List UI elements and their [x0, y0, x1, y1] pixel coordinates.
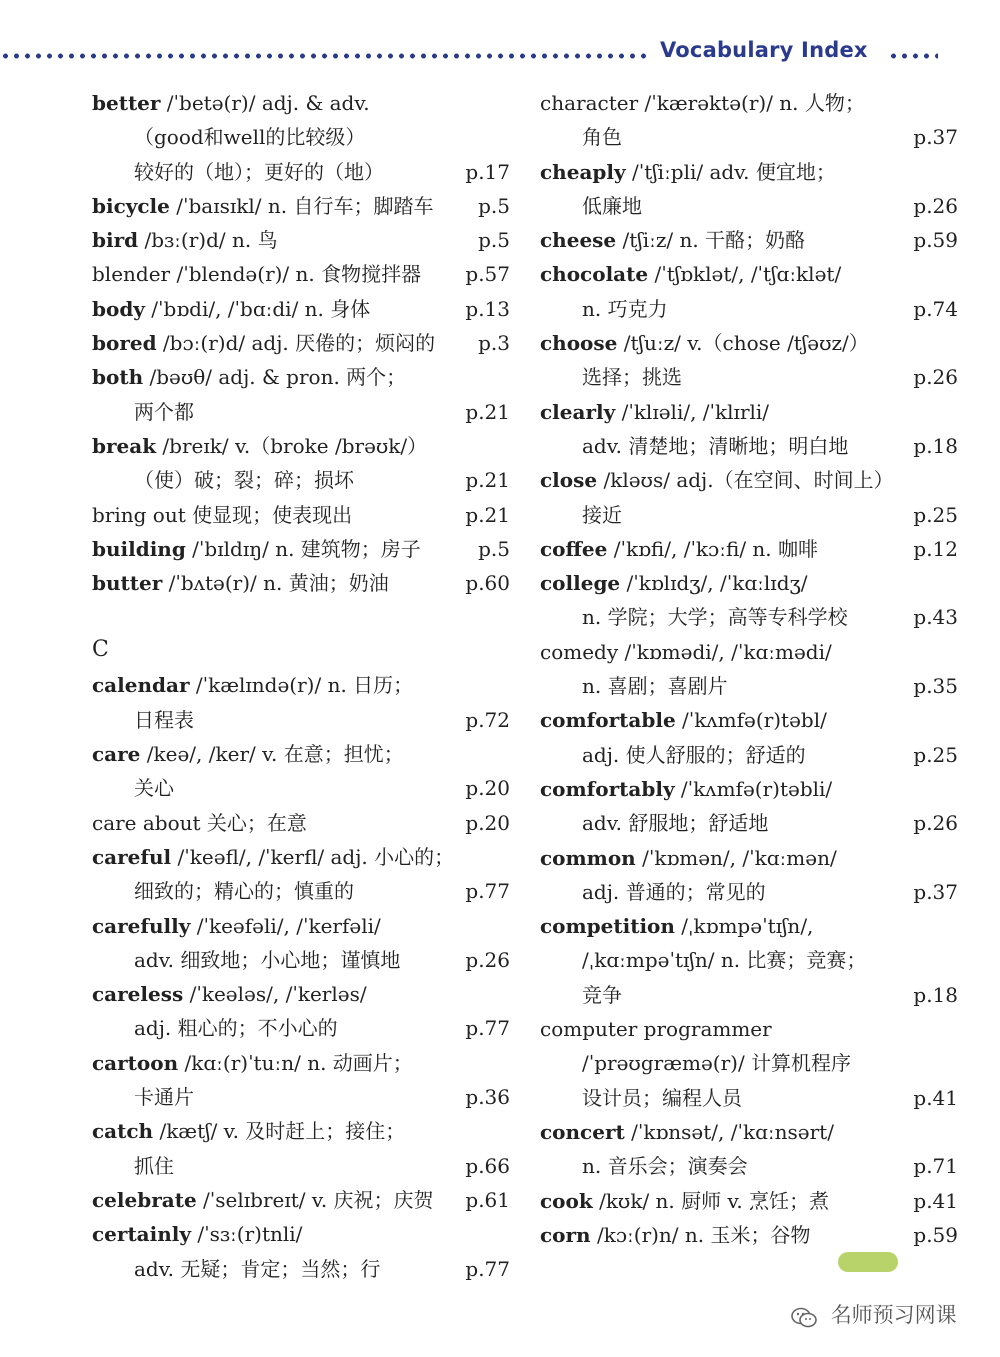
- page-reference: p.18: [913, 433, 958, 458]
- headword: break: [92, 433, 157, 458]
- page-reference: p.61: [465, 1187, 510, 1212]
- entry-text: /ˈtʃɒklət/, /ˈtʃɑːklət/: [648, 262, 842, 287]
- page-reference: p.77: [465, 879, 510, 904]
- page-reference: p.26: [913, 193, 958, 218]
- vocab-entry: [92, 566, 510, 600]
- entry-line: [92, 257, 510, 291]
- entry-continuation: [540, 738, 958, 772]
- page-reference: p.77: [465, 1016, 510, 1041]
- entry-text: /kɑː(r)ˈtuːn/ n. 动画片；: [178, 1050, 413, 1075]
- entry-text: 日程表: [134, 707, 194, 732]
- entry-line: [540, 841, 958, 875]
- entry-line: [92, 1114, 510, 1148]
- entry-line: [540, 86, 958, 120]
- entry-line: [92, 292, 510, 326]
- headword: bored: [92, 331, 157, 356]
- vocab-entry: [92, 223, 510, 257]
- entry-text: n. 喜剧；喜剧片: [582, 674, 728, 699]
- vocab-entry: [540, 86, 958, 155]
- page-reference: p.20: [465, 810, 510, 835]
- entry-text: adv. 清楚地；清晰地；明白地: [582, 433, 849, 458]
- page-reference: p.26: [913, 365, 958, 390]
- headword: college: [540, 571, 621, 596]
- headword: care: [92, 742, 141, 767]
- vocab-entry: [540, 395, 958, 464]
- headword: calendar: [92, 673, 190, 698]
- entry-continuation: [540, 978, 958, 1012]
- entry-line: [92, 1183, 510, 1217]
- entry-continuation: [540, 292, 958, 326]
- entry-line: [92, 223, 510, 257]
- headword: close: [540, 468, 598, 493]
- page-reference: p.21: [465, 468, 510, 493]
- vocab-entry: [92, 806, 510, 840]
- entry-line: [92, 1217, 510, 1251]
- entry-continuation: [92, 120, 510, 154]
- page-reference: p.26: [913, 811, 958, 836]
- entry-text: （good和well的比较级）: [134, 125, 366, 150]
- entry-text: /kætʃ/ v. 及时赶上；接住；: [153, 1119, 406, 1144]
- dotted-rule-right: [888, 52, 938, 60]
- page-reference: p.18: [913, 982, 958, 1007]
- vocab-entry: [540, 463, 958, 532]
- entry-text: /ˈkeələs/, /ˈkerləs/: [183, 982, 367, 1007]
- entry-text: /ˌkɒmpəˈtɪʃn/,: [674, 914, 814, 939]
- entry-line: [540, 155, 958, 189]
- entry-text: /bɔː(r)d/ adj. 厌倦的；烦闷的: [156, 331, 436, 356]
- entry-line: [540, 1012, 958, 1046]
- entry-text: 竞争: [582, 982, 622, 1007]
- page-reference: p.5: [478, 228, 510, 253]
- entry-line: [540, 703, 958, 737]
- entry-line: [540, 223, 958, 257]
- watermark: [790, 1294, 990, 1334]
- headword: chocolate: [540, 262, 649, 287]
- entry-text: 角色: [582, 125, 622, 150]
- entry-text: 选择；挑选: [582, 365, 682, 390]
- entry-text: /ˈklɪəli/, /ˈklɪrli/: [615, 399, 770, 424]
- vocab-entry: [92, 257, 510, 291]
- entry-text: /ˈkɒmən/, /ˈkɑːmən/: [635, 845, 837, 870]
- page-reference: p.26: [465, 947, 510, 972]
- entry-text: n. 巧克力: [582, 296, 668, 321]
- headword: catch: [92, 1119, 154, 1144]
- page-reference: p.5: [478, 536, 510, 561]
- entry-text: /ˈkɒlɪdʒ/, /ˈkɑːlɪdʒ/: [620, 571, 808, 596]
- entry-line: [92, 532, 510, 566]
- page-reference: p.43: [913, 605, 958, 630]
- entry-continuation: [540, 498, 958, 532]
- entry-line: [92, 737, 510, 771]
- entry-continuation: [540, 429, 958, 463]
- vocab-entry: [92, 86, 510, 189]
- entry-text: /bɜː(r)d/ n. 鸟: [138, 228, 278, 253]
- wechat-icon: [790, 1303, 818, 1327]
- entry-continuation: [92, 463, 510, 497]
- vocab-entry: [92, 326, 510, 360]
- entry-continuation: [92, 943, 510, 977]
- headword: body: [92, 296, 145, 321]
- page-reference: p.57: [465, 262, 510, 287]
- page-reference: p.3: [478, 331, 510, 356]
- entry-continuation: [540, 1046, 958, 1080]
- entry-line: [92, 86, 510, 120]
- entry-text: 两个都: [134, 399, 194, 424]
- entry-line: [540, 909, 958, 943]
- entry-text: 低廉地: [582, 193, 642, 218]
- headword: celebrate: [92, 1187, 197, 1212]
- page-reference: p.35: [913, 674, 958, 699]
- vocab-entry: [92, 532, 510, 566]
- entry-line: [92, 977, 510, 1011]
- headword: cook: [540, 1188, 593, 1213]
- entry-text: blender /ˈblendə(r)/ n. 食物搅拌器: [92, 262, 422, 287]
- vocab-entry: [92, 498, 510, 532]
- entry-continuation: [540, 875, 958, 909]
- page-reference: p.17: [465, 159, 510, 184]
- entry-text: 设计员；编程人员: [582, 1085, 742, 1110]
- entry-continuation: [92, 1252, 510, 1286]
- headword: cartoon: [92, 1050, 179, 1075]
- entry-line: [92, 566, 510, 600]
- page-reference: p.5: [478, 193, 510, 218]
- vocab-entry: [540, 155, 958, 224]
- entry-line: [540, 1115, 958, 1149]
- entry-text: 接近: [582, 502, 622, 527]
- entry-text: adv. 无疑；肯定；当然；行: [134, 1256, 381, 1281]
- entry-text: 较好的（地）；更好的（地）: [134, 159, 384, 184]
- headword: carefully: [92, 913, 191, 938]
- entry-line: [92, 189, 510, 223]
- entry-text: adj. 粗心的；不小心的: [134, 1016, 338, 1041]
- headword: cheese: [540, 228, 617, 253]
- entry-text: /ˈbʌtə(r)/ n. 黄油；奶油: [162, 571, 389, 596]
- entry-continuation: [92, 1149, 510, 1183]
- entry-line: [540, 772, 958, 806]
- entry-continuation: [92, 1011, 510, 1045]
- entry-text: /tʃiːz/ n. 干酪；奶酪: [616, 228, 806, 253]
- headword: comfortably: [540, 776, 675, 801]
- page-reference: p.41: [913, 1085, 958, 1110]
- vocab-entry: [92, 909, 510, 978]
- headword: concert: [540, 1119, 625, 1144]
- entry-text: /bəʊθ/ adj. & pron. 两个；: [143, 365, 407, 390]
- headword: bird: [92, 228, 139, 253]
- entry-continuation: [540, 120, 958, 154]
- vocab-entry: [540, 841, 958, 910]
- entry-text: adj. 使人舒服的；舒适的: [582, 742, 806, 767]
- entry-text: adv. 细致地；小心地；谨慎地: [134, 947, 401, 972]
- entry-line: [540, 635, 958, 669]
- page-reference: p.41: [913, 1188, 958, 1213]
- entry-continuation: [92, 771, 510, 805]
- entry-text: /ˈbaɪsɪkl/ n. 自行车；脚踏车: [169, 193, 434, 218]
- entry-line: [540, 257, 958, 291]
- vocab-entry: [92, 977, 510, 1046]
- entry-text: adj. 普通的；常见的: [582, 879, 766, 904]
- vocab-entry: [92, 1046, 510, 1115]
- entry-text: 细致的；精心的；慎重的: [134, 879, 354, 904]
- page-reference: p.25: [913, 502, 958, 527]
- entry-continuation: [92, 1080, 510, 1114]
- entry-text: /ˈkeəfl/, /ˈkerfl/ adj. 小心的；: [171, 844, 455, 869]
- entry-line: [540, 395, 958, 429]
- vocab-entry: [92, 429, 510, 498]
- entry-continuation: [540, 600, 958, 634]
- vocab-entry: [540, 257, 958, 326]
- headword: common: [540, 845, 636, 870]
- entry-continuation: [540, 1081, 958, 1115]
- vocab-entry: [92, 668, 510, 737]
- vocab-entry: [540, 772, 958, 841]
- vocab-entry: [540, 532, 958, 566]
- entry-line: [540, 1184, 958, 1218]
- vocab-entry: [540, 1218, 958, 1252]
- vocab-entry: [92, 1114, 510, 1183]
- entry-text: /kɔː(r)n/ n. 玉米；谷物: [590, 1222, 811, 1247]
- vocab-entry: [92, 1183, 510, 1217]
- page-reference: p.37: [913, 125, 958, 150]
- entry-text: 关心: [134, 776, 174, 801]
- headword: choose: [540, 331, 618, 356]
- entry-text: /ˈbɪldɪŋ/ n. 建筑物；房子: [185, 536, 421, 561]
- left-column: [92, 86, 510, 1286]
- right-column: [540, 86, 958, 1252]
- entry-line: [92, 360, 510, 394]
- page-reference: p.60: [465, 571, 510, 596]
- vocab-entry: [92, 292, 510, 326]
- entry-text: /breɪk/ v.（broke /brəʊk/）: [156, 433, 428, 458]
- section-letter: C: [92, 637, 109, 663]
- page-reference: p.37: [913, 879, 958, 904]
- headword: careful: [92, 844, 172, 869]
- headword: comfortable: [540, 708, 676, 733]
- entry-line: [540, 463, 958, 497]
- entry-text: /ˈtʃiːpli/ adv. 便宜地；: [625, 159, 836, 184]
- entry-line: [92, 326, 510, 360]
- vocab-entry: [540, 703, 958, 772]
- entry-text: /ˈbɒdi/, /ˈbɑːdi/ n. 身体: [144, 296, 371, 321]
- headword: better: [92, 91, 161, 115]
- headword: corn: [540, 1222, 591, 1247]
- entry-line: [92, 840, 510, 874]
- entry-continuation: [92, 155, 510, 189]
- entry-text: character /ˈkærəktə(r)/ n. 人物；: [540, 91, 865, 115]
- entry-text: /ˌkɑːmpəˈtɪʃn/ n. 比赛；竞赛；: [582, 948, 867, 973]
- page-reference: p.21: [465, 399, 510, 424]
- entry-line: [92, 806, 510, 840]
- entry-continuation: [92, 703, 510, 737]
- vocab-entry: [540, 223, 958, 257]
- entry-text: /ˈkʌmfə(r)təbl/: [675, 708, 827, 733]
- entry-text: （使）破；裂；碎；损坏: [134, 468, 354, 493]
- vocab-entry: [540, 1115, 958, 1184]
- page-number-badge: [838, 1252, 898, 1272]
- entry-text: /ˈbetə(r)/ adj. & adv.: [160, 91, 370, 115]
- vocab-entry: [92, 1217, 510, 1286]
- entry-text: /keə/, /ker/ v. 在意；担忧；: [140, 742, 404, 767]
- entry-text: /ˈkɒfi/, /ˈkɔːfi/ n. 咖啡: [607, 536, 819, 561]
- entry-text: /kʊk/ n. 厨师 v. 烹饪；煮: [592, 1188, 830, 1213]
- entry-line: [92, 668, 510, 702]
- vocab-entry: [540, 635, 958, 704]
- page-reference: p.36: [465, 1085, 510, 1110]
- page-reference: p.77: [465, 1256, 510, 1281]
- entry-text: n. 学院；大学；高等专科学校: [582, 605, 848, 630]
- vocab-entry: [540, 326, 958, 395]
- entry-continuation: [540, 1149, 958, 1183]
- vocab-entry: [540, 1184, 958, 1218]
- page-reference: p.59: [913, 1222, 958, 1247]
- vocab-entry: [540, 566, 958, 635]
- entry-text: /tʃuːz/ v.（chose /tʃəʊz/）: [617, 331, 869, 356]
- headword: building: [92, 536, 186, 561]
- page-reference: p.12: [913, 536, 958, 561]
- entry-text: /ˈprəʊgræmə(r)/ 计算机程序: [582, 1051, 852, 1076]
- entry-text: n. 音乐会；演奏会: [582, 1154, 748, 1179]
- entry-line: [540, 326, 958, 360]
- entry-line: [92, 1046, 510, 1080]
- page-reference: p.59: [913, 228, 958, 253]
- entry-continuation: [540, 806, 958, 840]
- vocab-entry: [540, 1012, 958, 1115]
- entry-text: /ˈkeəfəli/, /ˈkerfəli/: [190, 913, 381, 938]
- vocab-entry: [92, 189, 510, 223]
- entry-line: [92, 498, 510, 532]
- entry-continuation: [540, 943, 958, 977]
- page-reference: p.25: [913, 742, 958, 767]
- entry-continuation: [92, 395, 510, 429]
- watermark-text: 名师预习网课: [830, 1303, 957, 1327]
- vocab-entry: [92, 840, 510, 909]
- headword: clearly: [540, 399, 616, 424]
- entry-line: [92, 429, 510, 463]
- entry-text: comedy /ˈkɒmədi/, /ˈkɑːmədi/: [540, 639, 832, 664]
- entry-text: 抓住: [134, 1153, 174, 1178]
- vocab-entry: [92, 360, 510, 429]
- headword: bicycle: [92, 193, 170, 218]
- page-reference: p.13: [465, 296, 510, 321]
- entry-continuation: [540, 360, 958, 394]
- headword: certainly: [92, 1222, 191, 1247]
- entry-line: [540, 1218, 958, 1252]
- entry-text: care about 关心；在意: [92, 810, 307, 835]
- vocab-entry: [92, 737, 510, 806]
- entry-text: /ˈkælɪndə(r)/ n. 日历；: [189, 673, 414, 698]
- entry-text: computer programmer: [540, 1017, 772, 1042]
- entry-text: /ˈsɜː(r)tnli/: [191, 1222, 303, 1247]
- page-reference: p.74: [913, 296, 958, 321]
- entry-text: /ˈselɪbreɪt/ v. 庆祝；庆贺: [196, 1187, 434, 1212]
- entry-continuation: [540, 669, 958, 703]
- headword: coffee: [540, 536, 608, 561]
- entry-text: /ˈkʌmfə(r)təbli/: [674, 776, 833, 801]
- entry-continuation: [92, 874, 510, 908]
- headword: competition: [540, 914, 675, 939]
- entry-text: /ˈkɒnsət/, /ˈkɑːnsərt/: [624, 1119, 834, 1144]
- entry-text: bring out 使显现；使表现出: [92, 502, 353, 527]
- page-header: [0, 38, 1000, 72]
- page-reference: p.66: [465, 1153, 510, 1178]
- entry-line: [540, 566, 958, 600]
- entry-line: [92, 909, 510, 943]
- entry-text: adv. 舒服地；舒适地: [582, 811, 769, 836]
- entry-text: /kləʊs/ adj.（在空间、时间上）: [597, 468, 894, 493]
- headword: careless: [92, 982, 184, 1007]
- page-reference: p.21: [465, 502, 510, 527]
- page-reference: p.71: [913, 1154, 958, 1179]
- header-title: Vocabulary Index: [660, 38, 868, 62]
- entry-continuation: [540, 189, 958, 223]
- headword: cheaply: [540, 159, 626, 184]
- dotted-rule-left: [0, 52, 650, 60]
- vocab-entry: [540, 909, 958, 1012]
- headword: butter: [92, 571, 163, 596]
- page-reference: p.20: [465, 776, 510, 801]
- entry-text: 卡通片: [134, 1085, 194, 1110]
- entry-line: [540, 532, 958, 566]
- headword: both: [92, 365, 144, 390]
- page-reference: p.72: [465, 707, 510, 732]
